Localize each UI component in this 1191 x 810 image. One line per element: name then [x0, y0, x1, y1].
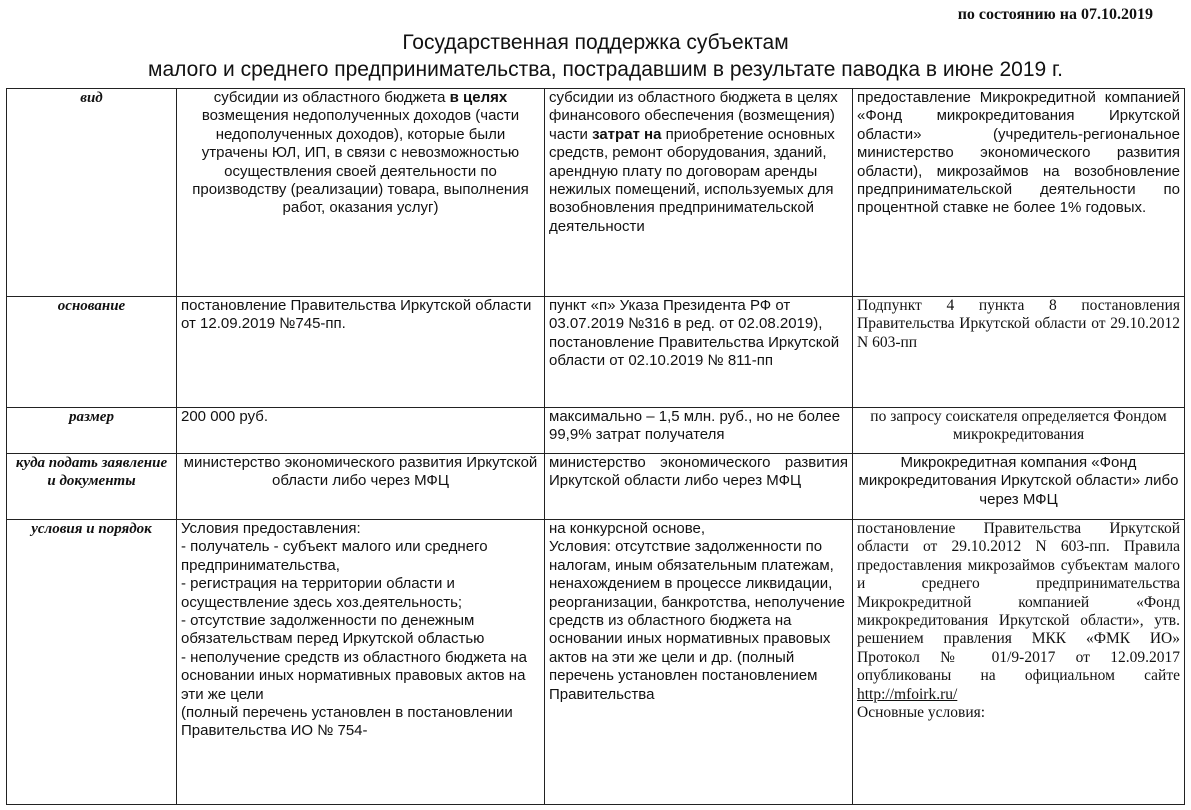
usloviya-cell-2: на конкурсной основе, Условия: отсутствие задолженности по налогам, иным обязательным платежам, ненахождением в процессе ликвидации, реорганизации, банкротства, неполучение средств из областного бюджета на основании иных нормативных правовых актов на эти же цели и др. (полный перечень установлен постановлением Правительства: [545, 520, 853, 805]
vid-cell-1-post: возмещения недополученных доходов (части недополученных доходов), которые были утрачены ЮЛ, ИП, в связи с невозможностью осуществления своей деятельности по производству (реализации) товара, выполнения работ, оказания услуг): [192, 107, 529, 217]
support-table: [6, 88, 1185, 805]
osnovanie-cell-1: постановление Правительства Иркутской области от 12.09.2019 №745-пп.: [177, 297, 545, 408]
usloviya-cell-3-pre: постановление Правительства Иркутской области от 29.10.2012 N 603-пп. Правила предоставления микрозаймов субъектам малого и среднего предпринимательства Микрокредитной компанией «Фонд микрокредитования Иркутской области», утв. решением правления МКК «ФМК ИО» Протокол № 01/9-2017 от 12.09.2017 опубликованы на официальном сайте: [857, 520, 1180, 685]
vid-cell-1-bold: в целях: [449, 89, 508, 106]
kuda-cell-1: министерство экономического развития Иркутской области либо через МФЦ: [177, 454, 545, 520]
table-row-kuda: [7, 454, 1185, 520]
vid-cell-1-pre: субсидии из областного бюджета: [213, 89, 450, 106]
row-label-kuda: куда подать заявление и документы: [7, 454, 177, 520]
razmer-cell-1: 200 000 руб.: [177, 408, 545, 454]
mfoirk-link[interactable]: http://mfoirk.ru/: [857, 685, 958, 703]
table-row-osnovanie: [7, 297, 1185, 408]
row-label-osnovanie: основание: [7, 297, 177, 408]
vid-cell-1: [177, 89, 545, 297]
usloviya-cell-3: [853, 520, 1185, 805]
table-row-usloviya: [7, 520, 1185, 805]
kuda-cell-3: Микрокредитная компания «Фонд микрокредитования Иркутской области» либо через МФЦ: [853, 454, 1185, 520]
row-label-vid: вид: [7, 89, 177, 297]
status-date: по состоянию на 07.10.2019: [957, 6, 1153, 23]
vid-cell-2-bold: затрат на: [592, 125, 662, 143]
vid-cell-2: [545, 89, 853, 297]
usloviya-cell-1: Условия предоставления: - получатель - субъект малого или среднего предпринимательства, - регистрация на территории области и осуществление здесь хоз.деятельность; - отсутствие задолженности по денежным обязательствам перед Иркутской областью - неполучение средств из областного бюджета на основании иных нормативных правовых актов на эти же цели (полный перечень установлен в постановлении Правительства ИО № 754-: [177, 520, 545, 805]
table-row-razmer: [7, 408, 1185, 454]
osnovanie-cell-2: пункт «п» Указа Президента РФ от 03.07.2019 №316 в ред. от 02.08.2019), постановление Правительства Иркутской области от 02.10.2019 № 811-пп: [545, 297, 853, 408]
vid-cell-2-post: приобретение основных средств, ремонт оборудования, зданий, арендную плату по договорам аренды нежилых помещений, используемых для возобновления предпринимательской деятельности: [549, 125, 835, 235]
vid-cell-2-pre: субсидии из областного бюджета в целях финансового обеспечения (возмещения) части: [549, 89, 838, 143]
razmer-cell-3: по запросу соискателя определяется Фондом микрокредитования: [853, 408, 1185, 454]
osnovanie-cell-3: Подпункт 4 пункта 8 постановления Правительства Иркутской области от 29.10.2012 N 603-пп: [853, 297, 1185, 408]
vid-cell-3: предоставление Микрокредитной компанией «Фонд микрокредитования Иркутской области» (учредитель-региональное министерство экономического развития области), микрозаймов на возобновление предпринимательской деятельности по процентной ставке не более 1% годовых.: [853, 89, 1185, 297]
row-label-usloviya: условия и порядок: [7, 520, 177, 805]
row-label-razmer: размер: [7, 408, 177, 454]
usloviya-cell-3-post: Основные условия:: [857, 704, 986, 722]
document-title: Государственная поддержка субъектам: [402, 31, 789, 54]
kuda-cell-2: министерство экономического развития Иркутской области либо через МФЦ: [545, 454, 853, 520]
document-subtitle: малого и среднего предпринимательства, пострадавшим в результате паводка в июне 2019 г.: [148, 58, 1063, 81]
table-row-vid: [7, 89, 1185, 297]
razmer-cell-2: максимально – 1,5 млн. руб., но не более 99,9% затрат получателя: [545, 408, 853, 454]
